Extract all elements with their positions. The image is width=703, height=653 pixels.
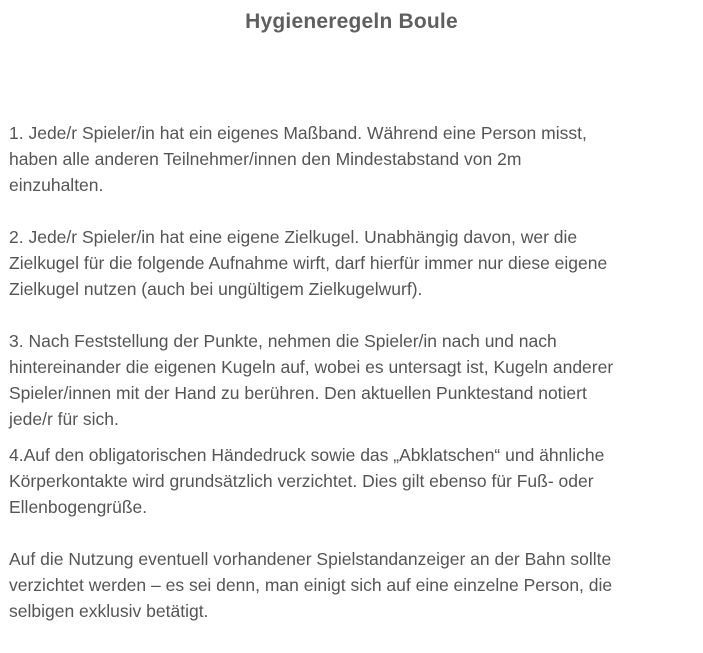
rule-paragraph-1: 1. Jede/r Spieler/in hat ein eigenes Maßband. Während eine Person misst, haben alle anderen Teilnehmer/innen den Mindestabstand von 2m einzuhalten. — [9, 123, 587, 195]
rule-paragraph-2: 2. Jede/r Spieler/in hat eine eigene Zielkugel. Unabhängig davon, wer die Zielkugel für die folgende Aufnahme wirft, darf hierfür immer nur diese eigene Zielkugel nutzen (auch bei ungültigem Zielkugelwurf). — [9, 227, 608, 299]
document-body — [9, 120, 695, 624]
rule-paragraph-4: 4.Auf den obligatorischen Händedruck sowie das „Abklatschen“ und ähnliche Körperkontakte wird grundsätzlich verzichtet. Dies gilt ebenso für Fuß- oder Ellenbogengrüße. — [9, 445, 605, 517]
rule-paragraph-3: 3. Nach Feststellung der Punkte, nehmen die Spieler/in nach und nach hintereinander die eigenen Kugeln auf, wobei es untersagt ist, Kugeln anderer Spieler/innen mit der Hand zu berühren. Den aktuellen Punktestand notiert jede/r für sich. — [9, 331, 614, 429]
note-paragraph: Auf die Nutzung eventuell vorhandener Spielstandanzeiger an der Bahn sollte verzichtet werden – es sei denn, man einigt sich auf eine einzelne Person, die selbigen exklusiv betätigt. — [9, 549, 613, 621]
document-title: Hygieneregeln Boule — [245, 10, 458, 33]
